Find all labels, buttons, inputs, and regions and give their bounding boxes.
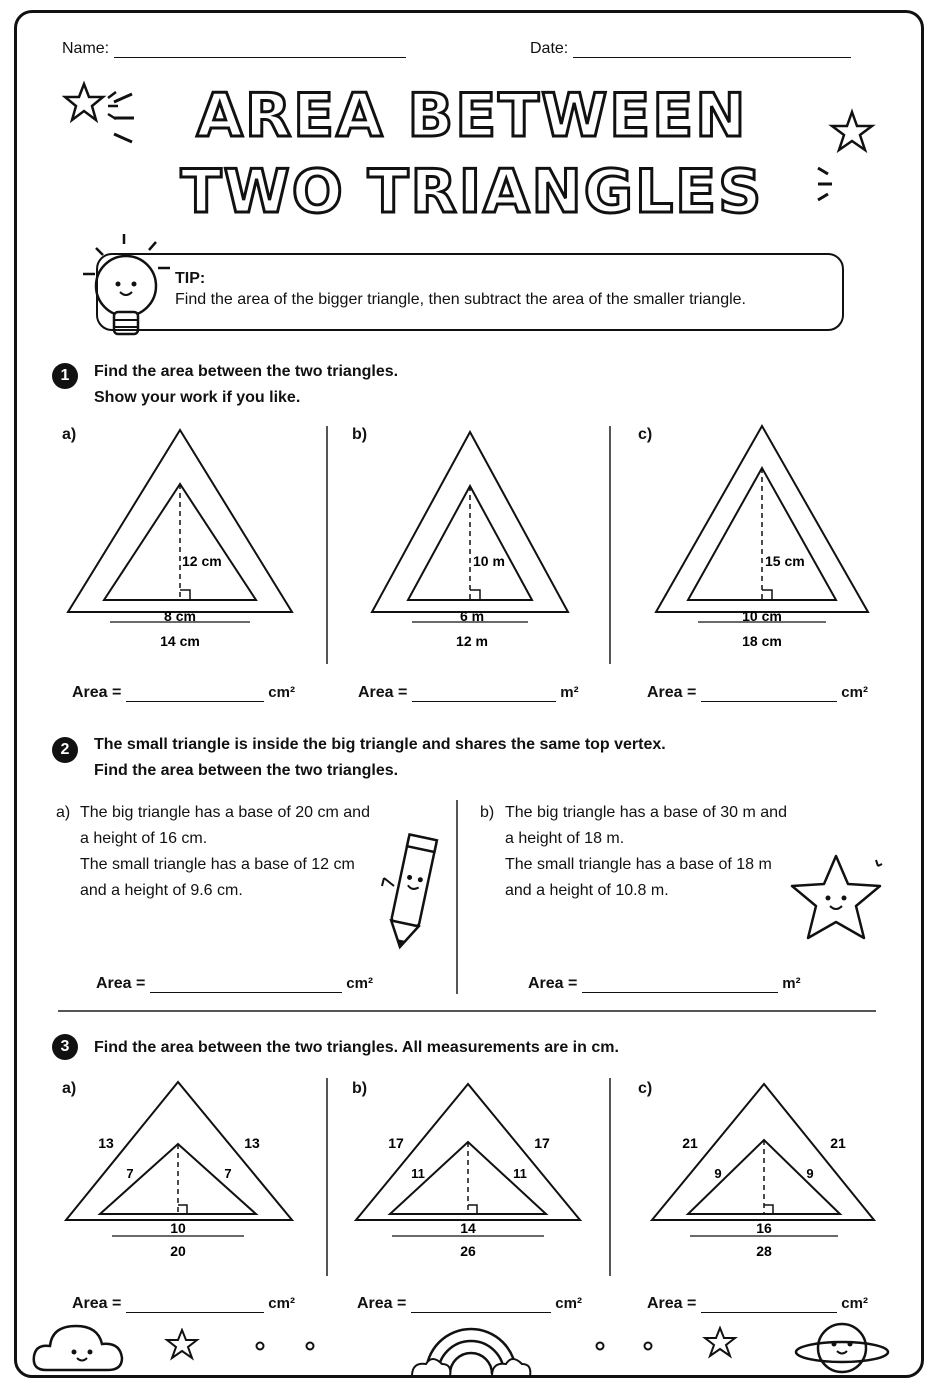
q2-b-answer[interactable] <box>528 975 801 993</box>
sparkle-icon <box>812 160 852 210</box>
q3-c-answer[interactable] <box>647 1295 868 1313</box>
q1-a-inner-base: 8 cm <box>164 608 196 624</box>
q3-c-outer-left: 21 <box>682 1135 698 1151</box>
q1-a-height: 12 cm <box>182 553 222 569</box>
unit-label: m² <box>560 684 579 701</box>
column-divider <box>609 426 611 664</box>
q3-part-a-label: a) <box>62 1080 77 1097</box>
q3-a-outer-base: 20 <box>170 1243 186 1259</box>
q1-b-outer-base: 12 m <box>456 633 488 649</box>
tip-title: TIP: <box>175 270 206 287</box>
area-label: Area = <box>96 975 146 992</box>
q1-a-outer-base: 14 cm <box>160 633 200 649</box>
q3-c-outer-base: 28 <box>756 1243 772 1259</box>
answer-line[interactable] <box>150 978 342 993</box>
q3-b-inner-base: 14 <box>460 1220 476 1236</box>
question-1-line2: Show your work if you like. <box>94 389 301 406</box>
q3-a-inner-right: 7 <box>224 1166 232 1181</box>
q3-c-diagram <box>644 1078 884 1268</box>
q2-a-answer[interactable] <box>96 975 373 993</box>
star-character-icon <box>784 850 894 950</box>
q3-a-outer-right: 13 <box>244 1135 260 1151</box>
question-2-line2: Find the area between the two triangles. <box>94 762 399 779</box>
date-label: Date: <box>530 40 569 57</box>
q2-a-text-4: and a height of 9.6 cm. <box>80 882 243 899</box>
pencil-icon <box>376 826 446 954</box>
answer-line[interactable] <box>701 687 837 702</box>
q1-c-outer-base: 18 cm <box>742 633 782 649</box>
unit-label: cm² <box>841 684 868 701</box>
q3-c-inner-left: 9 <box>714 1166 722 1181</box>
star-icon <box>702 1326 738 1360</box>
area-label: Area = <box>528 975 578 992</box>
q2-b-label: b) <box>480 804 495 821</box>
question-number-2: 2 <box>52 737 78 763</box>
q3-b-answer[interactable] <box>357 1295 582 1313</box>
star-icon <box>824 108 880 158</box>
dots-icon <box>250 1338 320 1354</box>
answer-line[interactable] <box>126 687 264 702</box>
q3-a-inner-base: 10 <box>170 1220 186 1236</box>
unit-label: m² <box>782 975 801 992</box>
area-label: Area = <box>647 684 697 701</box>
name-field[interactable] <box>62 40 406 58</box>
page-title-line1: AREA BETWEEN <box>196 81 748 151</box>
q3-b-inner-left: 11 <box>411 1166 425 1181</box>
q1-b-answer[interactable] <box>358 684 579 702</box>
q3-a-diagram <box>60 1078 300 1268</box>
page-title-line2: TWO TRIANGLES <box>180 157 764 227</box>
cloud-icon <box>28 1318 138 1378</box>
name-line[interactable] <box>114 41 406 58</box>
q3-part-c-label: c) <box>638 1080 653 1097</box>
answer-line[interactable] <box>582 978 778 993</box>
date-field[interactable] <box>530 40 851 58</box>
q2-a-text-3: The small triangle has a base of 12 cm <box>80 856 355 873</box>
date-line[interactable] <box>573 41 851 58</box>
q3-c-outer-right: 21 <box>830 1135 846 1151</box>
q3-c-inner-right: 9 <box>806 1166 814 1181</box>
q2-b-text-4: and a height of 10.8 m. <box>505 882 669 899</box>
sparkle-icon <box>110 82 140 152</box>
q3-a-inner-left: 7 <box>126 1166 134 1181</box>
q1-a-diagram <box>60 426 300 658</box>
q1-b-diagram <box>352 426 592 658</box>
q1-a-answer[interactable] <box>72 684 295 702</box>
area-label: Area = <box>358 684 408 701</box>
unit-label: cm² <box>346 975 373 992</box>
column-divider <box>326 1078 328 1276</box>
name-label: Name: <box>62 40 110 57</box>
q1-c-height: 15 cm <box>765 553 805 569</box>
section-divider <box>58 1010 876 1012</box>
question-1-line1: Find the area between the two triangles. <box>94 363 399 380</box>
column-divider <box>609 1078 611 1276</box>
question-3-line1: Find the area between the two triangles. All measurements are in cm. <box>94 1039 619 1056</box>
question-number-3: 3 <box>52 1034 78 1060</box>
q3-a-outer-left: 13 <box>98 1135 114 1151</box>
q1-c-inner-base: 10 cm <box>742 608 782 624</box>
unit-label: cm² <box>268 1295 295 1312</box>
q3-c-inner-base: 16 <box>756 1220 772 1236</box>
q2-a-text-1: The big triangle has a base of 20 cm and <box>80 804 370 821</box>
column-divider <box>326 426 328 664</box>
unit-label: cm² <box>841 1295 868 1312</box>
dots-icon <box>590 1338 660 1354</box>
q3-b-diagram <box>350 1078 590 1268</box>
q1-c-answer[interactable] <box>647 684 868 702</box>
q2-a-text-2: a height of 16 cm. <box>80 830 208 847</box>
q1-part-c-label: c) <box>638 426 653 443</box>
unit-label: cm² <box>268 684 295 701</box>
planet-icon <box>792 1318 892 1380</box>
rainbow-icon <box>408 1322 534 1378</box>
q3-b-outer-right: 17 <box>534 1135 550 1151</box>
question-number-1: 1 <box>52 363 78 389</box>
q2-b-text-1: The big triangle has a base of 30 m and <box>505 804 787 821</box>
star-icon <box>164 1328 200 1362</box>
q2-a-label: a) <box>56 804 71 821</box>
q1-c-diagram <box>642 422 882 658</box>
q1-b-inner-base: 6 m <box>459 608 485 624</box>
area-label: Area = <box>72 1295 122 1312</box>
q1-part-a-label: a) <box>62 426 77 443</box>
area-label: Area = <box>72 684 122 701</box>
tip-text: Find the area of the bigger triangle, then subtract the area of the smaller triangle. <box>175 291 746 308</box>
q3-b-outer-base: 26 <box>460 1243 476 1259</box>
answer-line[interactable] <box>126 1298 264 1313</box>
q1-part-b-label: b) <box>352 426 368 443</box>
answer-line[interactable] <box>412 687 556 702</box>
q3-part-b-label: b) <box>352 1080 368 1097</box>
answer-line[interactable] <box>701 1298 837 1313</box>
q2-b-text-2: a height of 18 m. <box>505 830 625 847</box>
q3-b-inner-right: 11 <box>513 1166 527 1181</box>
area-label: Area = <box>357 1295 407 1312</box>
area-label: Area = <box>647 1295 697 1312</box>
column-divider <box>456 800 458 994</box>
question-2-line1: The small triangle is inside the big triangle and shares the same top vertex. <box>94 736 666 753</box>
answer-line[interactable] <box>411 1298 551 1313</box>
q3-a-answer[interactable] <box>72 1295 295 1313</box>
q2-b-text-3: The small triangle has a base of 18 m <box>505 856 772 873</box>
q1-b-height: 10 m <box>473 553 505 569</box>
unit-label: cm² <box>555 1295 582 1312</box>
q3-b-outer-left: 17 <box>388 1135 404 1151</box>
